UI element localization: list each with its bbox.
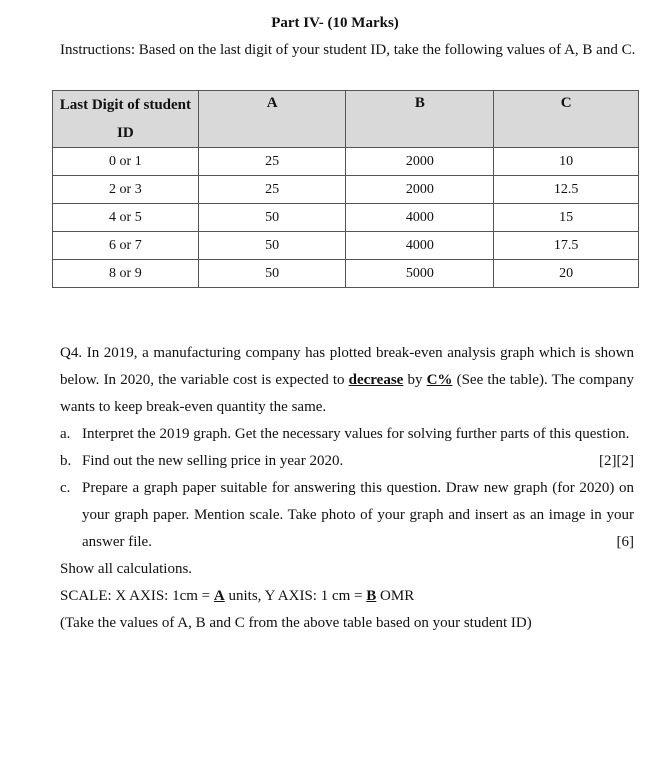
cell-b: 2000 [346, 148, 494, 176]
cell-b: 5000 [346, 260, 494, 288]
table-header-row [53, 91, 639, 148]
question-intro: Q4. In 2019, a manufacturing company has plotted break-even analysis graph which is shown below. In 2020, the variable cost is expected to decrease by C% (See the table). The company wants to keep break-even quantity the same. [60, 345, 634, 415]
cell-digit: 4 or 5 [53, 204, 199, 232]
table-row [53, 260, 639, 288]
part-text: Find out the new selling price in year 2020. [82, 453, 344, 469]
cell-a: 50 [198, 204, 346, 232]
header-last-digit: Last Digit of student ID [53, 91, 199, 148]
part-label: b. [60, 453, 72, 469]
part-label: a. [60, 426, 71, 442]
table-row [53, 232, 639, 260]
cell-a: 25 [198, 148, 346, 176]
table-row [53, 148, 639, 176]
part-marks: [2] [616, 453, 634, 469]
cell-digit: 2 or 3 [53, 176, 199, 204]
part-marks: [6] [616, 534, 634, 550]
part-text: Interpret the 2019 graph. Get the necessary values for solving further parts of this question. [82, 426, 630, 442]
question-part-c [60, 475, 634, 556]
scale-line: SCALE: X AXIS: 1cm = A units, Y AXIS: 1 cm = B OMR [60, 588, 415, 604]
part-text: Prepare a graph paper suitable for answering this question. Draw new graph (for 2020) on your graph paper. Mention scale. Take photo of your graph and insert as an image in your answer file. [82, 480, 634, 550]
cell-digit: 6 or 7 [53, 232, 199, 260]
cell-a: 50 [198, 232, 346, 260]
scale-a: A [213, 588, 225, 604]
cell-a: 50 [198, 260, 346, 288]
cell-b: 2000 [346, 176, 494, 204]
show-calculations: Show all calculations. [60, 561, 193, 577]
values-table [52, 90, 639, 288]
cell-digit: 8 or 9 [53, 260, 199, 288]
cell-c: 17.5 [494, 232, 639, 260]
scale-b: B [366, 588, 377, 604]
values-note: (Take the values of A, B and C from the above table based on your student ID) [60, 615, 532, 631]
c-percent-emphasis: C% [426, 372, 453, 388]
part-marks: [2] [599, 453, 617, 469]
header-b: B [346, 91, 494, 148]
page-title: Part IV- (10 Marks) [271, 15, 399, 31]
question-parts [60, 421, 634, 556]
header-a: A [198, 91, 346, 148]
cell-c: 12.5 [494, 176, 639, 204]
cell-c: 20 [494, 260, 639, 288]
instructions-text: Instructions: Based on the last digit of your student ID, take the following values of A, B and C. [60, 42, 636, 58]
table-row [53, 204, 639, 232]
cell-c: 10 [494, 148, 639, 176]
table-row [53, 176, 639, 204]
cell-b: 4000 [346, 232, 494, 260]
header-c: C [494, 91, 639, 148]
cell-c: 15 [494, 204, 639, 232]
cell-a: 25 [198, 176, 346, 204]
cell-b: 4000 [346, 204, 494, 232]
cell-digit: 0 or 1 [53, 148, 199, 176]
part-label: c. [60, 480, 71, 496]
question-block [60, 340, 634, 637]
decrease-emphasis: decrease [348, 372, 404, 388]
question-part-b [60, 448, 634, 475]
